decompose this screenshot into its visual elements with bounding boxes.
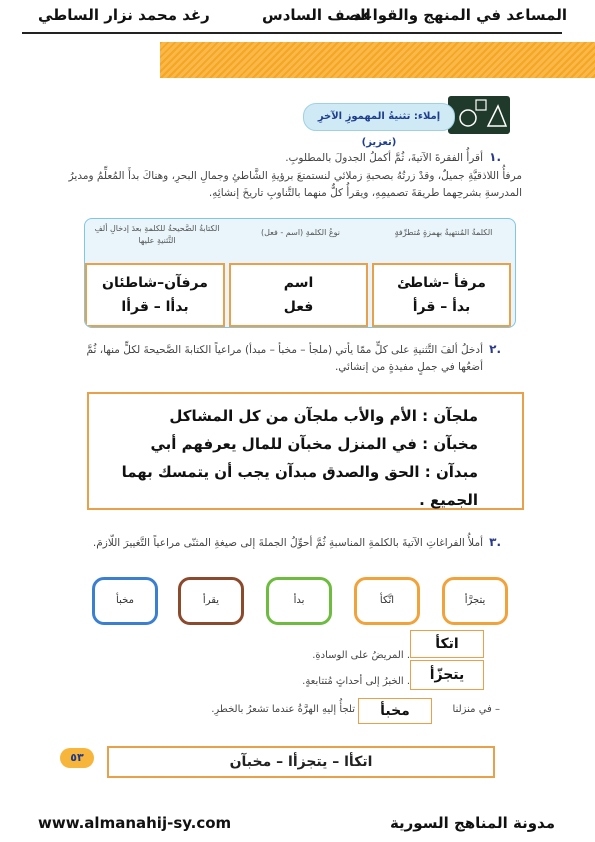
sentence-1: . المريضُ على الوسادةِ. — [312, 650, 410, 661]
answer-words-2: بدأ – قرأ — [412, 299, 471, 315]
word-chip-makhba: مخبأ — [92, 577, 158, 625]
lesson-title-pill — [303, 103, 455, 148]
q2-answer-2: مخبآن : في المنزل مخبآن للمال يعرفهم أبي — [150, 435, 478, 453]
answer-cell-correct — [85, 263, 225, 327]
answer-words-1: مرفأ –شاطئ — [397, 275, 486, 291]
q2-number: ٢. — [489, 342, 501, 356]
q1-instruction: أقرأُ الفقرةَ الآتيةَ، ثُمَّ أكملُ الجدولَ بالمطلوبِ. — [285, 152, 483, 164]
sentence-3-end: تلجأُ إليهِ الهرَّةُ عندما تشعرُ بالخطرِ. — [211, 704, 355, 715]
answer-correct-2: بدأا – قرأا — [121, 299, 189, 315]
answer-type-2: فعل — [283, 299, 314, 315]
q2-answer-box — [87, 392, 524, 510]
word-chip-ittakaa: اتَّكأ — [354, 577, 420, 625]
author-name: رغد محمد نزار الساطي — [38, 6, 210, 24]
q3-number: ٣. — [489, 535, 501, 549]
fill-answer-2: يتجزّأ — [410, 660, 484, 690]
q1-paragraph: مرفأُ اللاذقيَّةِ جميلٌ، وقدْ زرتُهُ بصحبةِ زملائي لنستمتعَ برؤيةِ الشَّاطئِ وجمالِ البحرِ، وهناكَ بدأَ المُعلِّمُ ومديرُ المدرسةِ بشرحِهما طريقةَ تصميمِهِ، ويقرأُ كلٌّ منهما بالتَّناوبِ تاريخَ إنشائِهِ. — [68, 170, 522, 199]
q1-number: ١. — [489, 150, 501, 164]
word-chip-yatajarra: يتجرَّأ — [442, 577, 508, 625]
lesson-title: إملاء: تثنيةُ المهموزِ الآخرِ (تعزيز) — [317, 111, 441, 148]
q2-answer-1: ملجآن : الأم والأب ملجآن من كل المشاكل — [169, 407, 478, 425]
page-number: ٥٣ — [60, 748, 94, 768]
sentence-2: . الخبرُ إلى أحداثٍ مُتتابعةٍ. — [302, 676, 410, 687]
word-chip-badaa: بدأ — [266, 577, 332, 625]
q3-final-answer: اتكأا – يتجزأا – مخبآن — [107, 746, 495, 778]
fill-answer-3: مخبأ — [358, 698, 432, 724]
table-header-word: الكلمةُ المُنتهيةُ بهمزةٍ مُتطرِّفةٍ — [394, 228, 493, 237]
book-title: المساعد في المنهج والقواعد — [353, 6, 567, 24]
header-banner — [160, 42, 595, 78]
q3-instruction: أملأُ الفراغاتِ الآتيةَ بالكلمةِ المناسبةِ ثُمَّ أحوِّلُ الجملةَ إلى صيغةِ المثنّى مراعياً التَّغييرَ اللّازمَ. — [92, 537, 483, 549]
lesson-badge-icon — [448, 96, 510, 134]
q2-instruction: أدخلُ ألفَ التَّثنيةِ على كلٍّ ممّا يأتي (ملجأ – مخبأ – مبدأ) مراعياً الكتابةَ الصَّحيحةَ لكلٍّ منها، ثُمَّ أضعُها في جملٍ مفيدةٍ من إنشائي. — [86, 344, 483, 373]
answer-cell-words — [372, 263, 511, 327]
table-header-correct: الكتابةُ الصَّحيحةُ للكلمةِ بعدَ إدخالِ ألفِ التَّثنيةِ عليها — [94, 224, 220, 245]
q1-table — [84, 218, 516, 328]
q2-answer-3: مبدآن : الحق والصدق مبدآن يجب أن يتمسك بهما الجميع . — [121, 463, 478, 509]
header-divider — [22, 32, 562, 34]
footer-blog-name: مدونة المناهج السورية — [389, 814, 555, 832]
footer-url[interactable]: www.almanahij-sy.com — [38, 814, 232, 832]
answer-type-1: اسم — [283, 275, 314, 291]
sentence-3-start: – في منزلنا — [452, 704, 500, 715]
answer-cell-type — [229, 263, 368, 327]
fill-answer-1: اتكأ — [410, 630, 484, 658]
grade-label: الصف السادس — [262, 6, 371, 24]
table-header-type: نوعُ الكلمةِ (اسم - فعل) — [260, 228, 341, 237]
word-chip-yaqraa: يقرأ — [178, 577, 244, 625]
answer-correct-1: مرفآن–شاطئان — [102, 275, 208, 291]
